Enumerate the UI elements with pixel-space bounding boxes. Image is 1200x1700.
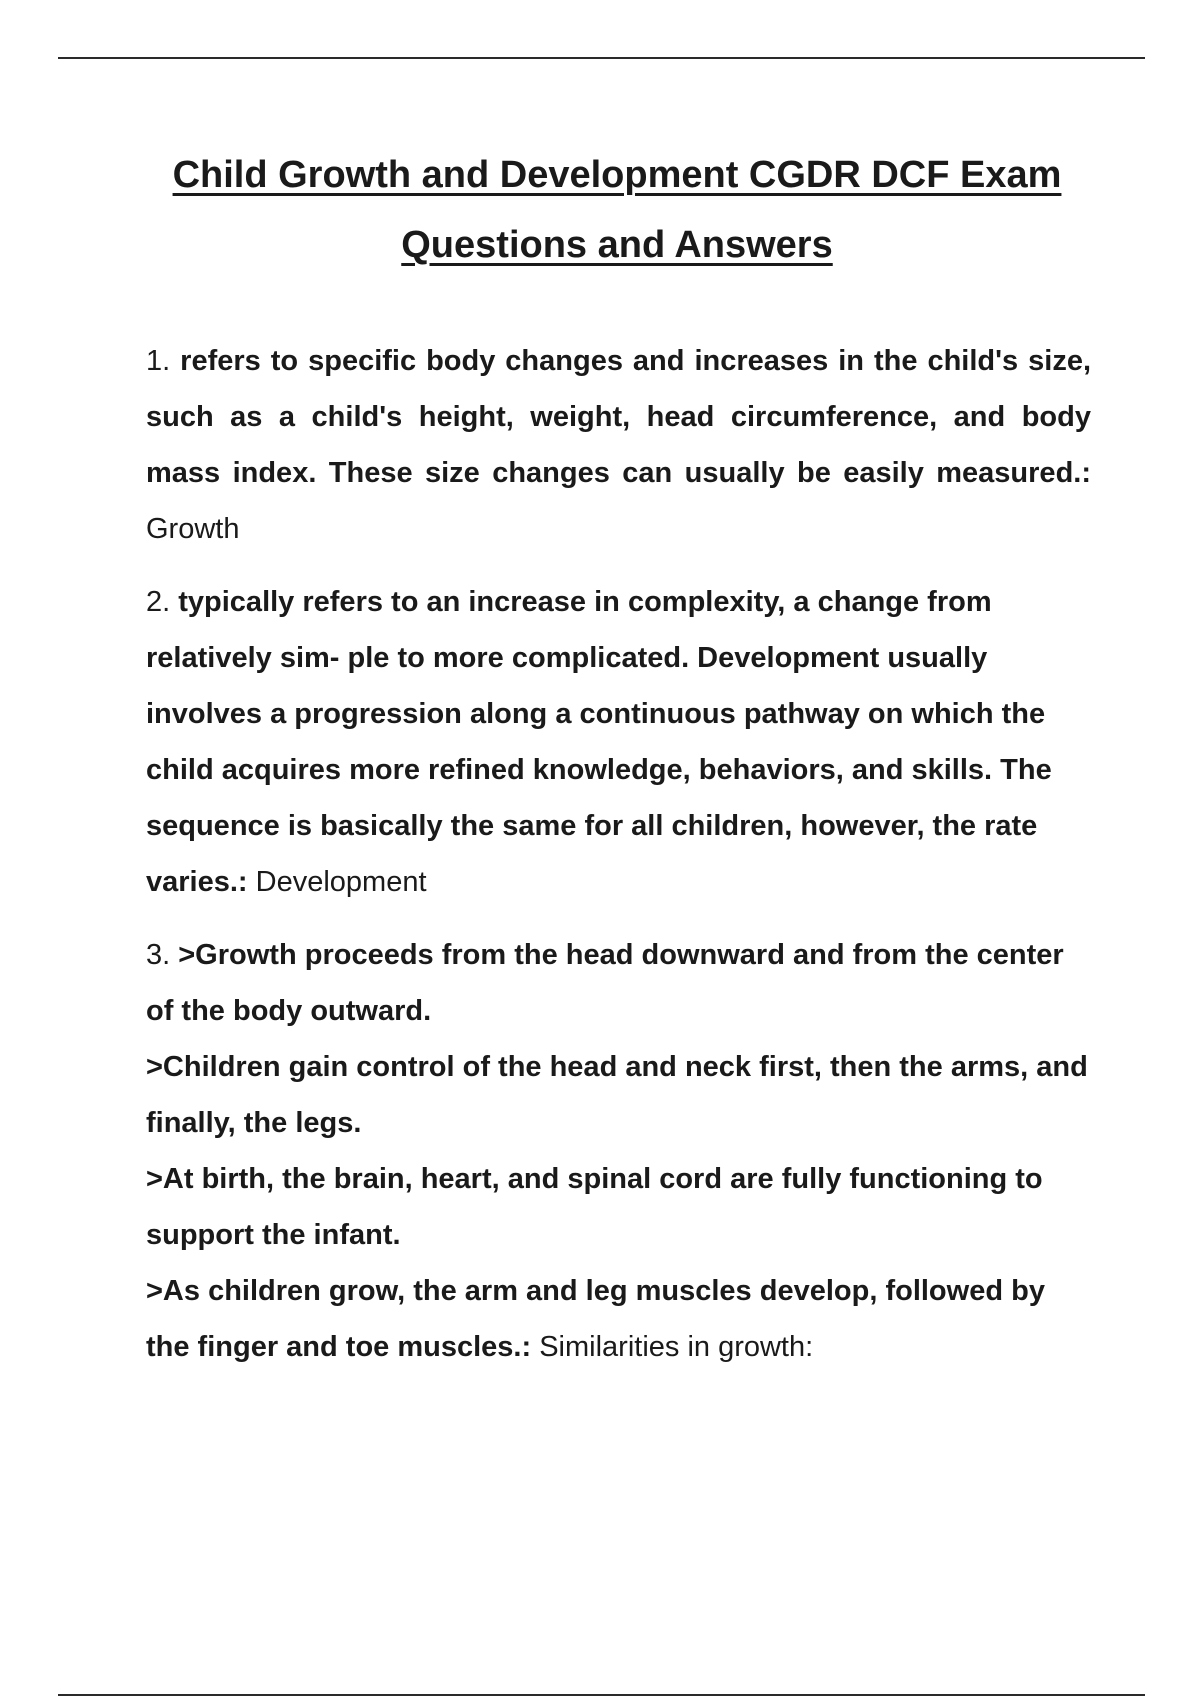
item-answer: Similarities in growth: <box>539 1331 814 1363</box>
qa-item-2 <box>146 574 1091 910</box>
item-answer: Growth <box>146 513 240 545</box>
item-answer: Development <box>255 866 427 898</box>
item-question: refers to specific body changes and increases in the child's size, such as a child's height, weight, head circumference, and body mass index. These size changes can usually be easily measured.: <box>146 345 1091 489</box>
item-question-line: >At birth, the brain, heart, and spinal cord are fully functioning to support the infant. <box>146 1163 1043 1251</box>
item-question-text: >Growth proceeds from the head downward and from the center of the body outward. <box>146 939 1064 1027</box>
item-number: 3. <box>146 939 171 971</box>
item-question-text: >As children grow, the arm and leg muscles develop, followed by the finger and toe muscles.: <box>146 1275 1045 1363</box>
qa-item-3 <box>146 927 1091 1375</box>
page-title: Child Growth and Development CGDR DCF Exam Questions and Answers <box>172 154 1062 266</box>
item-number: 1. <box>146 345 171 377</box>
qa-item-1 <box>146 333 1091 557</box>
item-question: typically refers to an increase in complexity, a change from relatively sim- ple to more complicated. Development usually involves a progression along a continuous pathway on which the child acquires more refined knowledge, behaviors, and skills. The sequence is basically the same for all children, however, the rate varies.: <box>146 586 1052 898</box>
item-question-line: >Children gain control of the head and neck first, then the arms, and finally, the legs. <box>146 1051 1088 1139</box>
item-number: 2. <box>146 586 171 618</box>
item-question-line <box>146 927 1091 1039</box>
qa-list <box>146 333 1091 1392</box>
bottom-rule <box>58 1694 1145 1696</box>
item-question-line <box>146 1263 1091 1375</box>
top-rule <box>58 57 1145 59</box>
